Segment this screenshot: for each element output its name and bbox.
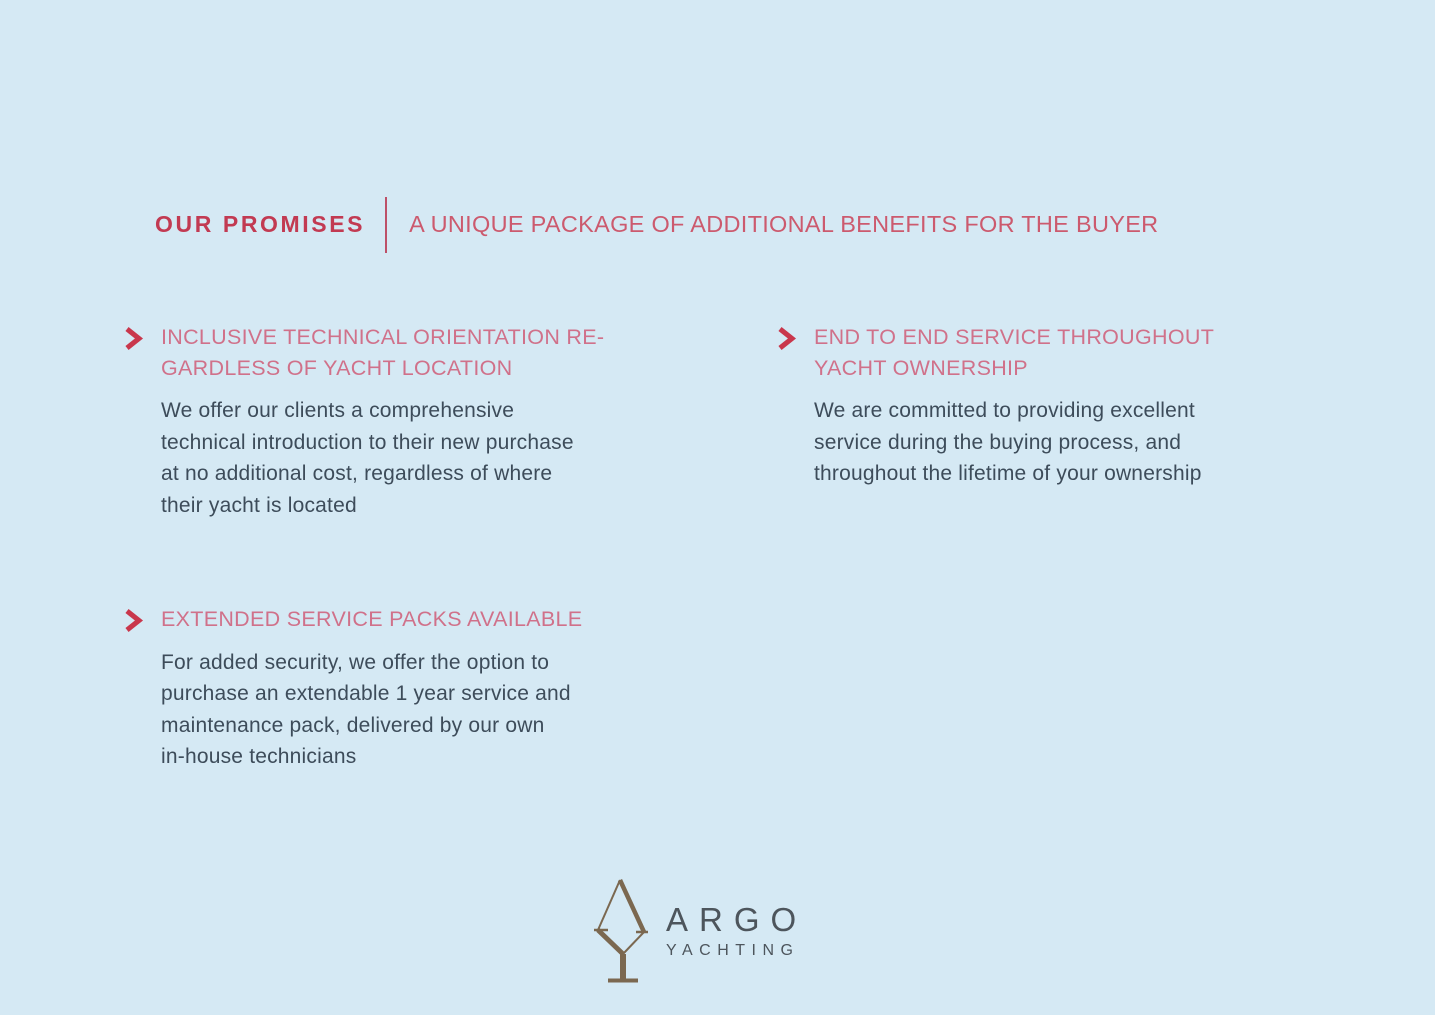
promise-title-line: GARDLESS OF YACHT LOCATION [161, 355, 513, 380]
promise-body-line: We are committed to providing excellent [814, 399, 1195, 422]
promise-body-line: For added security, we offer the option to [161, 650, 550, 674]
promise-title-line: INCLUSIVE TECHNICAL ORIENTATION RE- [161, 325, 605, 349]
promise-body-line: purchase an extendable 1 year service and [161, 682, 571, 705]
argo-monogram-icon [594, 878, 648, 984]
promise-item-technical-orientation [124, 322, 684, 521]
chevron-right-icon [124, 326, 144, 351]
promise-title-line: YACHT OWNERSHIP [814, 355, 1028, 380]
brand-name: ARGO [666, 901, 808, 938]
promise-body-line: at no additional cost, regardless of where [161, 462, 553, 485]
header [155, 196, 1158, 253]
argo-yachting-logo [594, 878, 807, 984]
promise-body-line: in-house technicians [161, 745, 357, 768]
promise-title [161, 322, 604, 383]
promise-title-line: EXTENDED SERVICE PACKS AVAILABLE [161, 607, 583, 631]
promise-item-end-to-end-service [777, 322, 1337, 490]
promise-text [161, 604, 582, 773]
promise-body [161, 647, 582, 773]
page-title: A UNIQUE PACKAGE OF ADDITIONAL BENEFITS FOR THE BUYER [409, 211, 1159, 237]
section-eyebrow: OUR PROMISES [155, 211, 366, 237]
promise-body-line: maintenance pack, delivered by our own [161, 713, 545, 737]
header-divider [385, 197, 387, 253]
logo-text [666, 902, 807, 960]
chevron-right-icon [124, 608, 144, 633]
promise-item-extended-service-packs [124, 604, 684, 773]
brand-tagline: YACHTING [666, 942, 800, 959]
promise-title-line: END TO END SERVICE THROUGHOUT [814, 325, 1215, 349]
promise-text [161, 322, 604, 521]
promise-body-line: their yacht is located [161, 493, 357, 517]
promise-body-line: We offer our clients a comprehensive [161, 399, 515, 422]
promise-body-line: technical introduction to their new purchase [161, 430, 574, 454]
promise-body-line: service during the buying process, and [814, 430, 1182, 454]
promise-body [161, 395, 604, 521]
promise-text [814, 322, 1214, 490]
promise-title [161, 604, 582, 635]
chevron-right-icon [777, 326, 797, 351]
promise-body [814, 395, 1214, 490]
promise-body-line: throughout the lifetime of your ownership [814, 462, 1202, 485]
promise-title [814, 322, 1214, 383]
